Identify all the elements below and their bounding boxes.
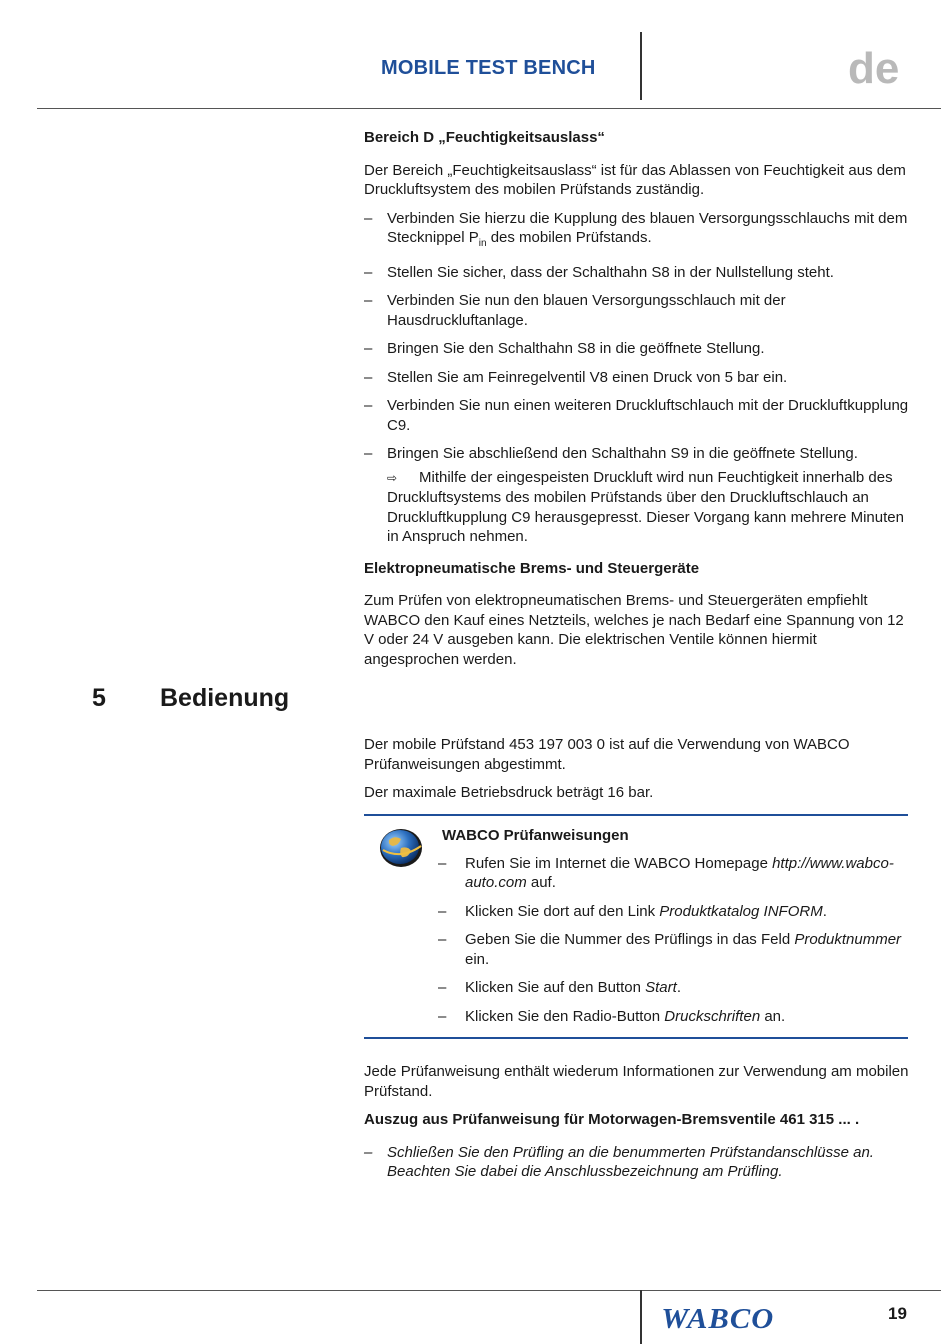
infobox-bottom-rule	[364, 1037, 908, 1039]
footer-divider	[640, 1290, 642, 1344]
after-heading: Auszug aus Prüfanweisung für Motorwagen-Bremsventile 461 315 ... .	[364, 1111, 860, 1128]
header-divider	[640, 32, 642, 100]
section-d-intro: Der Bereich „Feuchtigkeitsauslass“ ist für das Ablassen von Feuchtigkeit aus dem Druckluftsystem des mobilen Prüfstands zuständig.	[364, 161, 906, 198]
after-p1: Jede Prüfanweisung enthält wiederum Informationen zur Verwendung am mobilen Prüfstand.	[364, 1063, 909, 1100]
section-5-body	[364, 735, 909, 803]
step-4: – Bringen Sie den Schalthahn S8 in die geöffnete Stellung.	[364, 339, 909, 359]
globe-icon	[377, 826, 425, 870]
infobox-item-4: – Klicken Sie auf den Button Start.	[442, 978, 912, 998]
section-5-p2: Der maximale Betriebsdruck beträgt 16 bar.	[364, 784, 654, 801]
step-1: – Verbinden Sie hierzu die Kupplung des blauen Versorgungsschlauchs mit dem Stecknippel $P_{in}$ des mobilen Prüfstands.	[364, 209, 909, 254]
step-5: – Stellen Sie am Feinregelventil V8 einen Druck von 5 bar ein.	[364, 368, 909, 388]
language-code: de	[848, 44, 900, 93]
section-d	[364, 128, 909, 669]
wabco-logo: WABCO	[661, 1303, 775, 1335]
header-rule	[37, 108, 941, 109]
infobox-item-5: – Klicken Sie den Radio-Button Druckschriften an.	[442, 1007, 912, 1027]
after-box	[364, 1062, 909, 1182]
section-title: Bedienung	[160, 684, 290, 712]
result-arrow-icon: ⇨	[387, 470, 398, 485]
after-item: – Schließen Sie den Prüfling an die benummerten Prüfstandanschlüsse an. Beachten Sie dabei die Anschlussbezeichnung am Prüfling.	[364, 1143, 909, 1182]
section-number: 5	[92, 684, 106, 712]
infobox-item-1: – Rufen Sie im Internet die WABCO Homepage http://www.wabco-auto.com auf.	[442, 854, 912, 893]
infobox-heading: WABCO Prüfanweisungen	[442, 827, 629, 844]
header-title: MOBILE TEST BENCH	[381, 57, 596, 79]
infobox	[442, 826, 912, 1026]
step-6: – Verbinden Sie nun einen weiteren Druckluftschlauch mit der Druckluftkupplung C9.	[364, 396, 909, 435]
page-number: 19	[888, 1304, 907, 1323]
step-2: – Stellen Sie sicher, dass der Schalthahn S8 in der Nullstellung steht.	[364, 263, 909, 283]
infobox-item-2: – Klicken Sie dort auf den Link Produktkatalog INFORM.	[442, 902, 912, 922]
infobox-item-3: – Geben Sie die Nummer des Prüflings in das Feld Produktnummer ein.	[442, 930, 912, 969]
section-d-heading: Bereich D „Feuchtigkeitsauslass“	[364, 129, 605, 146]
step-3: – Verbinden Sie nun den blauen Versorgungsschlauch mit der Hausdruckluftanlage.	[364, 291, 909, 330]
section-5-p1: Der mobile Prüfstand 453 197 003 0 ist auf die Verwendung von WABCO Prüfanweisungen abgestimmt.	[364, 736, 850, 773]
electro-text: Zum Prüfen von elektropneumatischen Brems- und Steuergeräten empfiehlt WABCO den Kauf eines Netzteils, welches je nach Bedarf eine Spannung von 12 V oder 24 V ausgeben kann. Die elektrischen Ventile können hiermit angesprochen werden.	[364, 592, 904, 668]
infobox-top-rule	[364, 814, 908, 816]
electro-heading: Elektropneumatische Brems- und Steuergeräte	[364, 559, 700, 577]
step-7: – Bringen Sie abschließend den Schalthahn S9 in die geöffnete Stellung.	[364, 444, 909, 464]
homepage-link[interactable]: http://www.wabco-auto.com	[465, 854, 894, 891]
footer-rule	[37, 1290, 941, 1291]
step-result: ⇨ Mithilfe der eingespeisten Druckluft wird nun Feuchtigkeit innerhalb des Druckluftsystems des mobilen Prüfstands über den Druckluftschlauch an Druckluftkupplung C9 herausgepresst. Dieser Vorgang kann mehrere Minuten in Anspruch nehmen.	[387, 468, 904, 545]
